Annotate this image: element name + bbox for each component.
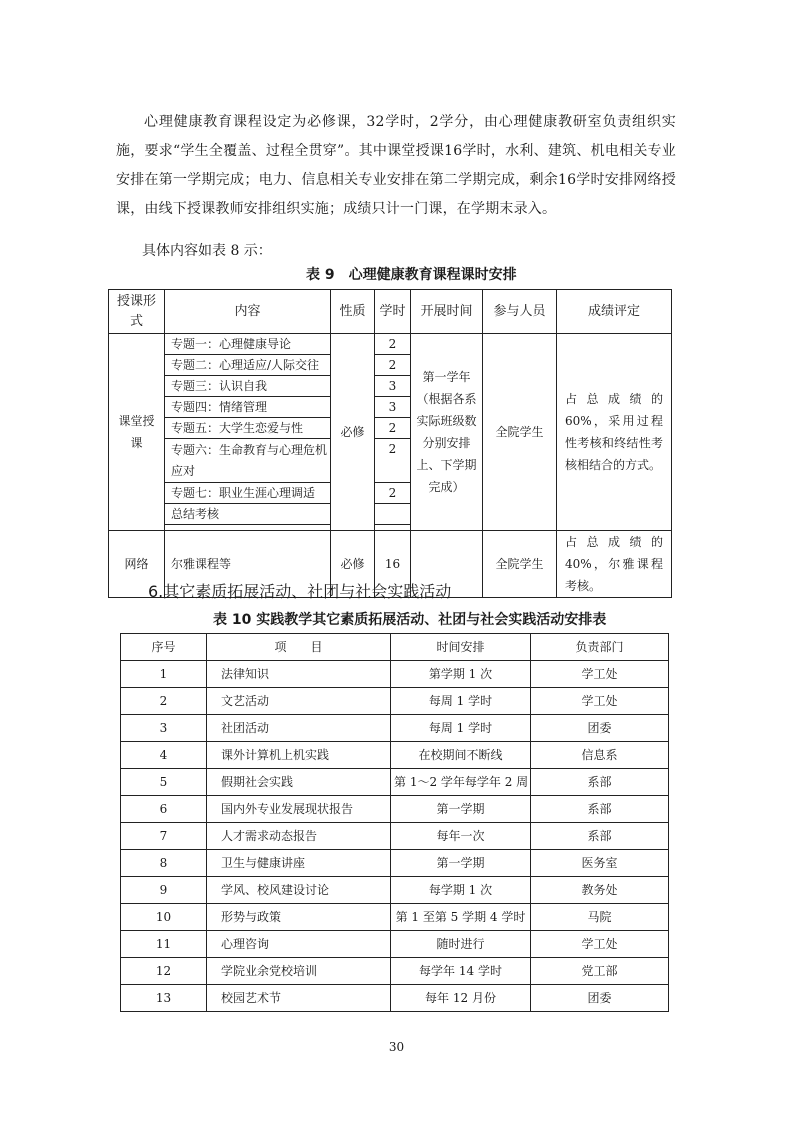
table-row [121, 850, 669, 877]
network-hours: 16 [375, 531, 411, 598]
header-nature: 性质 [331, 290, 375, 334]
table-row [121, 904, 669, 931]
row-item: 人才需求动态报告 [207, 823, 391, 850]
topic-hours: 2 [375, 439, 411, 483]
row-time: 每周 1 学时 [391, 688, 531, 715]
row-number: 7 [121, 823, 207, 850]
row-dept: 学工处 [531, 688, 669, 715]
row-number: 12 [121, 958, 207, 985]
row-number: 8 [121, 850, 207, 877]
row-dept: 团委 [531, 715, 669, 742]
classroom-participants: 全院学生 [483, 334, 557, 531]
topic-name: 总结考核 [165, 504, 331, 525]
topic-name: 专题三：认识自我 [165, 376, 331, 397]
row-number: 5 [121, 769, 207, 796]
classroom-form: 课堂授课 [109, 334, 165, 531]
row-dept: 党工部 [531, 958, 669, 985]
row-item: 校园艺术节 [207, 985, 391, 1012]
row-time: 随时进行 [391, 931, 531, 958]
table10 [120, 633, 669, 1012]
row-dept: 马院 [531, 904, 669, 931]
table10-caption: 表 10 实践教学其它素质拓展活动、社团与社会实践活动安排表 [213, 612, 607, 628]
table-row [121, 715, 669, 742]
topic-hours: 2 [375, 418, 411, 439]
header-time: 时间安排 [391, 634, 531, 661]
network-participants: 全院学生 [483, 531, 557, 598]
intro-paragraph: 心理健康教育课程设定为必修课，32学时，2学分，由心理健康教研室负责组织实施，要求“学生全覆盖、过程全贯穿”。其中课堂授课16学时，水利、建筑、机电相关专业安排在第一学期完成；电力、信息相关专业安排在第二学期完成，剩余16学时安排网络授课，由线下授课教师安排组织实施；成绩只计一门课，在学期末录入。 [116, 114, 676, 217]
row-time: 每学期 1 次 [391, 877, 531, 904]
table-row [121, 688, 669, 715]
row-item: 课外计算机上机实践 [207, 742, 391, 769]
row-item: 国内外专业发展现状报告 [207, 796, 391, 823]
table9-caption: 表 9 心理健康教育课程课时安排 [306, 267, 517, 283]
row-dept: 学工处 [531, 661, 669, 688]
row-time: 在校期间不断线 [391, 742, 531, 769]
row-item: 文艺活动 [207, 688, 391, 715]
topic-name: 专题六：生命教育与心理危机应对 [165, 439, 331, 483]
table-row [121, 796, 669, 823]
row-time: 第一学期 [391, 796, 531, 823]
row-number: 1 [121, 661, 207, 688]
topic-hours: 2 [375, 355, 411, 376]
table-row [121, 742, 669, 769]
table-row [121, 931, 669, 958]
row-number: 10 [121, 904, 207, 931]
header-no: 序号 [121, 634, 207, 661]
header-participants: 参与人员 [483, 290, 557, 334]
table9 [108, 289, 672, 598]
classroom-evaluation: 占总成绩的 60%，采用过程性考核和终结性考核相结合的方式。 [557, 334, 672, 531]
header-evaluation: 成绩评定 [557, 290, 672, 334]
row-dept: 系部 [531, 769, 669, 796]
table-row [121, 823, 669, 850]
row-item: 学风、校风建设讨论 [207, 877, 391, 904]
row-item: 心理咨询 [207, 931, 391, 958]
row-dept: 团委 [531, 985, 669, 1012]
topic-name: 专题四：情绪管理 [165, 397, 331, 418]
row-dept: 信息系 [531, 742, 669, 769]
row-number: 2 [121, 688, 207, 715]
topic-hours: 3 [375, 397, 411, 418]
table-row [121, 877, 669, 904]
row-time: 第一学期 [391, 850, 531, 877]
row-item: 学院业余党校培训 [207, 958, 391, 985]
topic-hours [375, 504, 411, 525]
table-row [121, 958, 669, 985]
header-content: 内容 [165, 290, 331, 334]
row-time: 每学年 14 学时 [391, 958, 531, 985]
see-table-note: 具体内容如表 8 示： [142, 243, 272, 259]
header-time: 开展时间 [411, 290, 483, 334]
row-dept: 医务室 [531, 850, 669, 877]
topic-name: 专题一：心理健康导论 [165, 334, 331, 355]
row-dept: 系部 [531, 796, 669, 823]
header-hours: 学时 [375, 290, 411, 334]
header-item: 项 目 [207, 634, 391, 661]
classroom-time: 第一学年（根据各系实际班级数分别安排上、下学期完成） [411, 334, 483, 531]
row-time: 每年 12 月份 [391, 985, 531, 1012]
table-row [121, 661, 669, 688]
row-item: 卫生与健康讲座 [207, 850, 391, 877]
row-item: 形势与政策 [207, 904, 391, 931]
topic-name: 专题二：心理适应/人际交往 [165, 355, 331, 376]
network-nature: 必修 [331, 531, 375, 598]
row-item: 社团活动 [207, 715, 391, 742]
network-form: 网络 [109, 531, 165, 598]
row-number: 6 [121, 796, 207, 823]
header-form: 授课形式 [109, 290, 165, 334]
row-number: 3 [121, 715, 207, 742]
network-content: 尔雅课程等 [165, 531, 331, 598]
section6-title: 6.其它素质拓展活动、社团与社会实践活动 [148, 582, 452, 601]
row-time: 每年一次 [391, 823, 531, 850]
network-evaluation: 占总成绩的 40%，尔雅课程考核。 [557, 531, 672, 598]
row-dept: 系部 [531, 823, 669, 850]
header-dept: 负责部门 [531, 634, 669, 661]
topic-hours: 3 [375, 376, 411, 397]
row-number: 11 [121, 931, 207, 958]
topic-name: 专题五：大学生恋爱与性 [165, 418, 331, 439]
row-item: 假期社会实践 [207, 769, 391, 796]
row-item: 法律知识 [207, 661, 391, 688]
table-row [121, 985, 669, 1012]
row-number: 13 [121, 985, 207, 1012]
row-number: 4 [121, 742, 207, 769]
topic-name: 专题七：职业生涯心理调适 [165, 483, 331, 504]
row-time: 第学期 1 次 [391, 661, 531, 688]
table-row [121, 769, 669, 796]
row-dept: 教务处 [531, 877, 669, 904]
row-number: 9 [121, 877, 207, 904]
page-number: 30 [388, 1040, 405, 1054]
row-time: 每周 1 学时 [391, 715, 531, 742]
row-time: 第 1 至第 5 学期 4 学时 [391, 904, 531, 931]
topic-hours: 2 [375, 334, 411, 355]
row-time: 第 1～2 学年每学年 2 周 [391, 769, 531, 796]
topic-hours: 2 [375, 483, 411, 504]
row-dept: 学工处 [531, 931, 669, 958]
classroom-nature: 必修 [331, 334, 375, 531]
